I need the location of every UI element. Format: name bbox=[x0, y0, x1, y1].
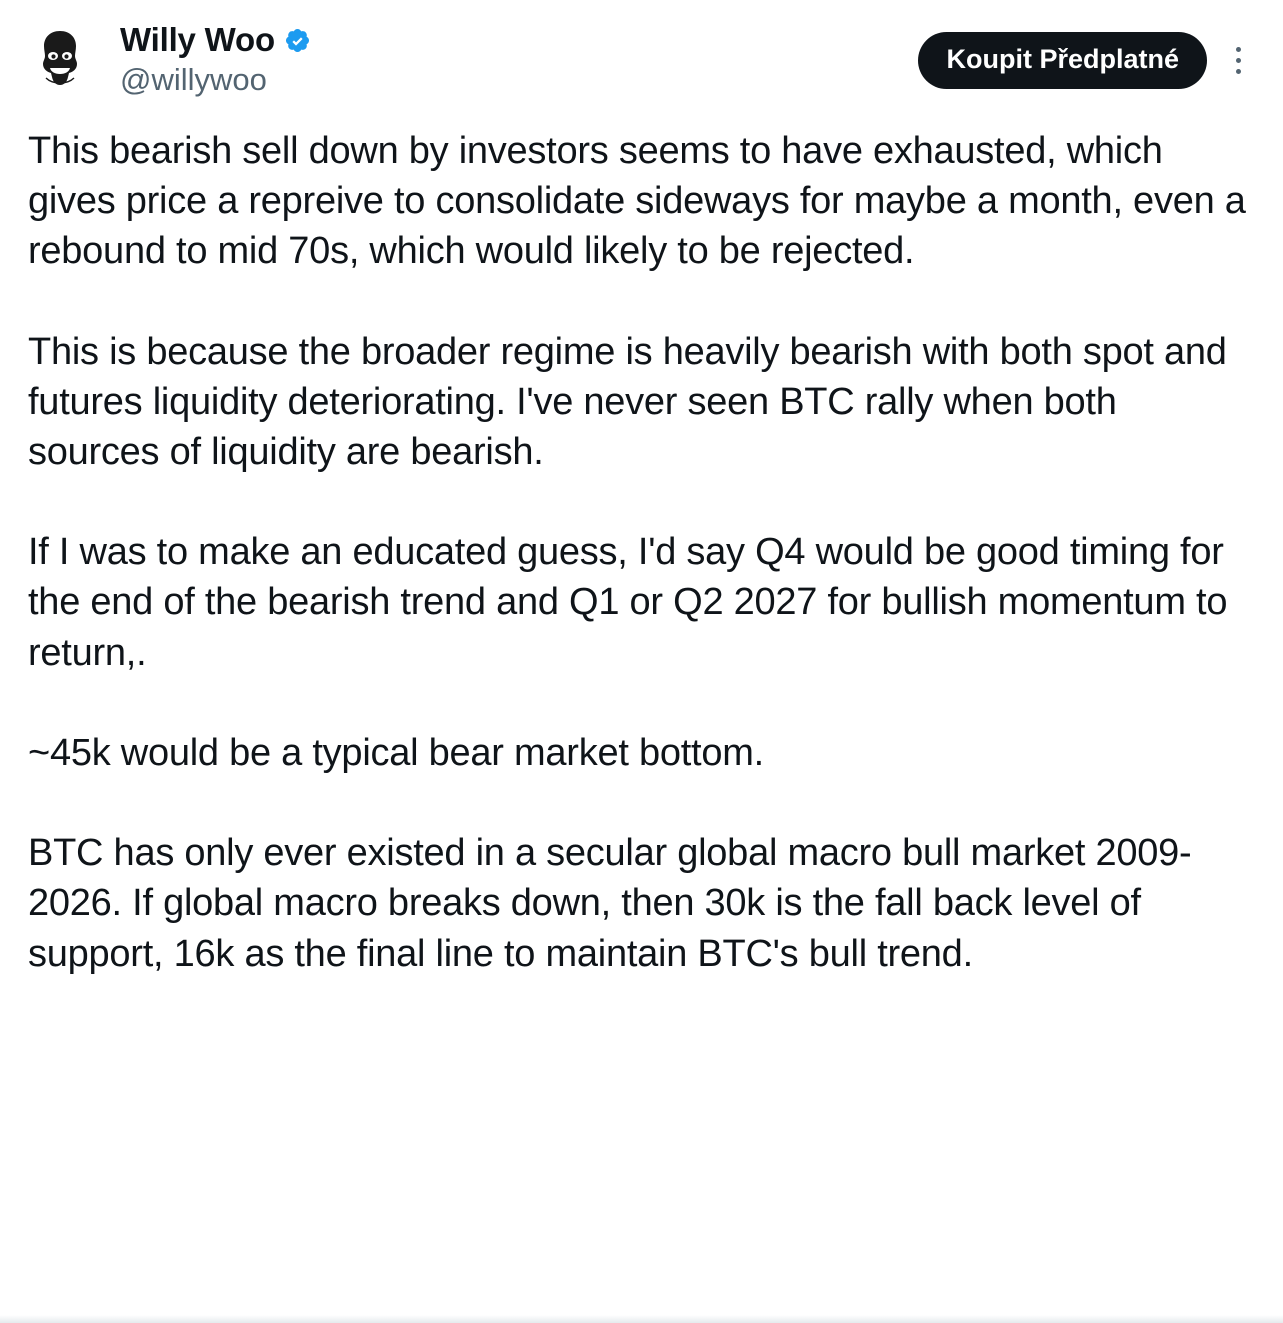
bottom-divider bbox=[0, 1315, 1283, 1323]
account-handle: @willywoo bbox=[120, 62, 267, 97]
more-dot-2 bbox=[1236, 58, 1241, 63]
more-dot-3 bbox=[1236, 69, 1241, 74]
more-dot-1 bbox=[1236, 47, 1241, 52]
header-actions bbox=[918, 32, 1255, 89]
tweet-text: This bearish sell down by investors seems to have exhausted, which gives price a repreive to consolidate sideways for maybe a month, even a rebound to mid 70s, which would likely to be rejected. This is because the broader regime is heavily bearish with both spot and futures liquidity deteriorating. I've never seen BTC rally when both sources of liquidity are bearish. If I was to make an educated guess, I'd say Q4 would be good timing for the end of the bearish trend and Q1 or Q2 2027 for bullish momentum to return,. ~45k would be a typical bear market bottom. BTC has only ever existed in a secular global macro bull market 2009-2026. If global macro breaks down, then 30k is the fall back level of support, 16k as the final line to maintain BTC's bull trend. bbox=[28, 130, 1246, 975]
tweet-header bbox=[28, 18, 1255, 114]
account-identity[interactable] bbox=[120, 20, 311, 99]
subscribe-button[interactable]: Koupit Předplatné bbox=[918, 32, 1207, 89]
avatar[interactable] bbox=[28, 26, 92, 90]
display-name-row bbox=[120, 20, 311, 60]
display-name: Willy Woo bbox=[120, 21, 275, 58]
verified-badge-icon bbox=[284, 27, 311, 54]
more-options-icon[interactable] bbox=[1221, 39, 1255, 83]
